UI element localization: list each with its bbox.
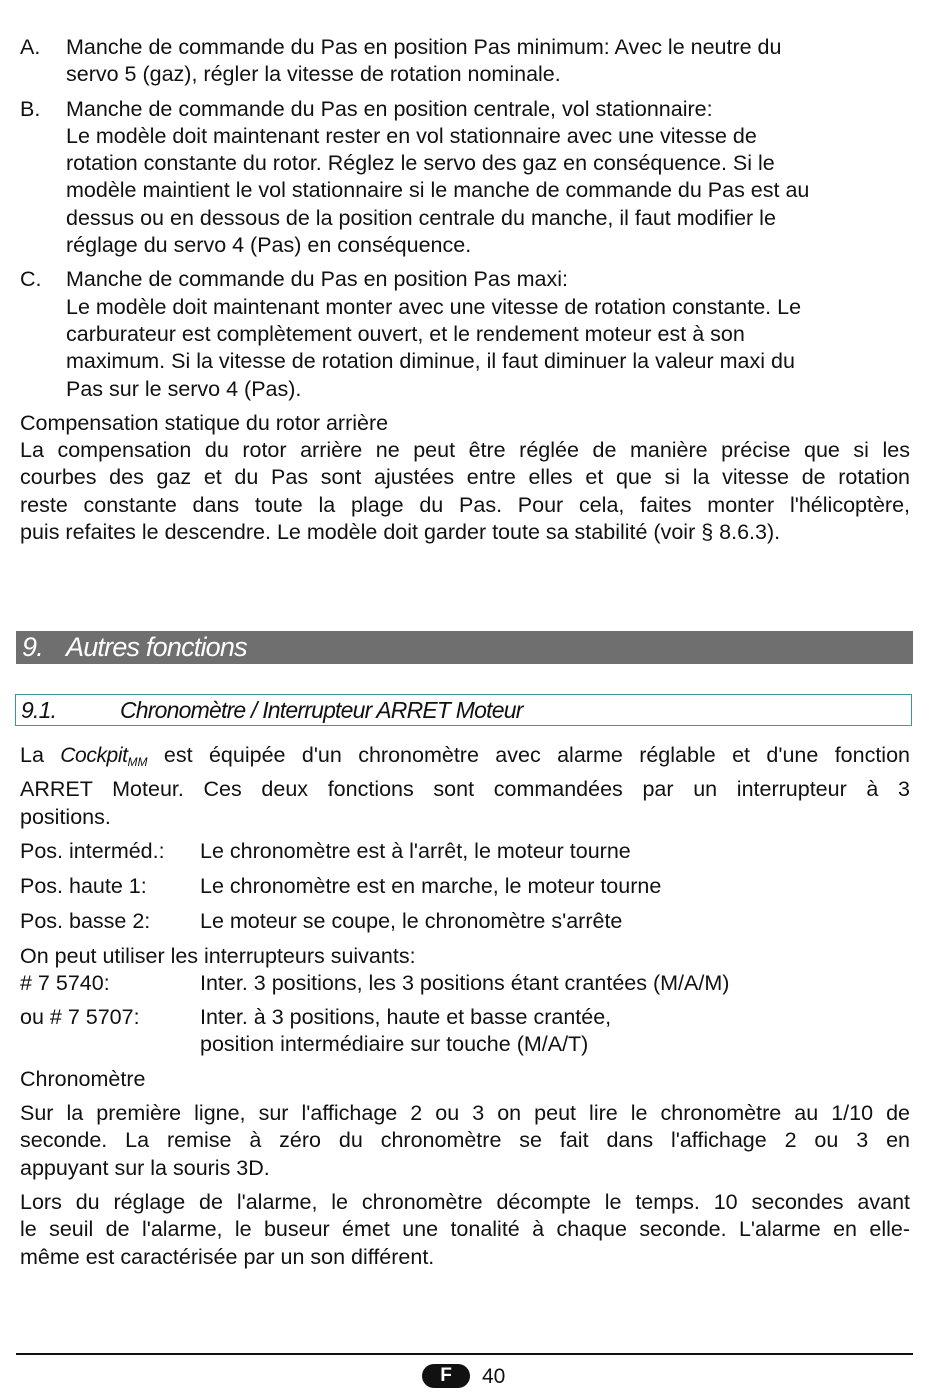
- text-line: servo 5 (gaz), régler la vitesse de rotation nominale.: [66, 62, 561, 87]
- text-line: Manche de commande du Pas en position Pas minimum: Avec le neutre du: [66, 35, 782, 59]
- text-line: La compensation du rotor arrière ne peut être réglée de manière précise que si les: [20, 438, 910, 463]
- text-line: Manche de commande du Pas en position centrale, vol stationnaire:: [66, 96, 713, 121]
- switch-text: [200, 1004, 611, 1059]
- compensation-paragraph: [20, 437, 910, 546]
- list-letter: C.: [20, 267, 42, 292]
- text-line: carburateur est complètement ouvert, et le rendement moteur est à son: [66, 321, 745, 346]
- subsection-heading-box: [15, 694, 912, 726]
- intro-prefix: La: [20, 743, 61, 767]
- text-line: Sur la première ligne, sur l'affichage 2 ou 3 on peut lire le chronomètre au 1/10 de: [20, 1101, 910, 1126]
- switch-text: Inter. 3 positions, les 3 positions étant crantées (M/A/M): [200, 970, 730, 995]
- position-label: Pos. haute 1:: [20, 873, 147, 898]
- text-line: appuyant sur la souris 3D.: [20, 1155, 270, 1180]
- chrono-paragraph-2: [20, 1189, 910, 1271]
- text-line: modèle maintient le vol stationnaire si le manche de commande du Pas est au: [66, 178, 810, 203]
- position-row: [20, 873, 910, 900]
- procedure-list: [20, 34, 910, 403]
- brand-name: Cockpit: [60, 744, 128, 767]
- switch-label: # 7 5740:: [20, 970, 110, 995]
- text-line: Le modèle doit maintenant monter avec une vitesse de rotation constante. Le: [66, 294, 802, 319]
- text-line: rotation constante du rotor. Réglez le servo des gaz en conséquence. Si le: [66, 151, 775, 176]
- list-item-text: [66, 266, 910, 402]
- page-footer: [0, 1362, 950, 1392]
- text-line: même est caractérisée par un son différent.: [20, 1244, 435, 1269]
- list-item-b: [20, 96, 910, 260]
- text-line: le seuil de l'alarme, le buseur émet une tonalité à chaque seconde. L'alarme en elle-: [20, 1217, 910, 1242]
- text-line: reste constante dans toute la plage du Pas. Pour cela, faites monter l'hélicoptère,: [20, 492, 910, 517]
- text-line: Inter. à 3 positions, haute et basse crantée,: [200, 1005, 612, 1030]
- text-line: positions.: [20, 804, 111, 829]
- upper-text-block: [20, 34, 910, 546]
- text-line: seconde. La remise à zéro du chronomètre se fait dans l'affichage 2 ou 3 en: [20, 1128, 910, 1153]
- intro-paragraph: [20, 742, 910, 831]
- position-label: Pos. basse 2:: [20, 908, 151, 933]
- position-text: Le moteur se coupe, le chronomètre s'arrête: [200, 908, 623, 933]
- chrono-paragraph-1: [20, 1100, 910, 1182]
- section-heading-bar: [16, 631, 913, 664]
- position-row: [20, 838, 910, 865]
- switches-intro: On peut utiliser les interrupteurs suivants:: [20, 943, 416, 968]
- text-line: Pas sur le servo 4 (Pas).: [66, 376, 302, 401]
- footer-divider: [16, 1353, 913, 1355]
- compensation-heading: Compensation statique du rotor arrière: [20, 410, 389, 435]
- text-line: courbes des gaz et du Pas sont ajustées entre elles et que si la vitesse de rotation: [20, 465, 910, 490]
- text-line: réglage du servo 4 (Pas) en conséquence.: [66, 233, 472, 258]
- text-line: Manche de commande du Pas en position Pas maxi:: [66, 267, 568, 292]
- brand-subscript: MM: [127, 755, 148, 769]
- list-item-text: [66, 34, 910, 89]
- section-number: 9.: [22, 632, 43, 662]
- position-label: Pos. interméd.:: [20, 838, 165, 863]
- text-line: ARRET Moteur. Ces deux fonctions sont commandées par un interrupteur à 3: [20, 777, 910, 802]
- position-row: [20, 908, 910, 935]
- list-item-c: [20, 266, 910, 402]
- lower-text-block: [20, 742, 910, 1278]
- switch-row: [20, 1004, 910, 1059]
- list-item-text: [66, 96, 910, 260]
- list-item-a: [20, 34, 910, 89]
- switch-row: [20, 970, 910, 997]
- text-line: puis refaites le descendre. Le modèle doit garder toute sa stabilité (voir § 8.6.3).: [20, 520, 781, 545]
- list-letter: B.: [20, 96, 41, 121]
- chrono-heading: Chronomètre: [20, 1066, 146, 1091]
- list-letter: A.: [20, 35, 41, 59]
- position-text: Le chronomètre est en marche, le moteur tourne: [200, 873, 662, 898]
- page-number: 40: [482, 1365, 506, 1388]
- position-text: Le chronomètre est à l'arrêt, le moteur tourne: [200, 838, 631, 863]
- text-line: dessus ou en dessous de la position centrale du manche, il faut modifier le: [66, 205, 776, 230]
- subsection-number: 9.1.: [21, 697, 57, 723]
- language-badge: F: [422, 1364, 470, 1388]
- text-line: maximum. Si la vitesse de rotation diminue, il faut diminuer la valeur maxi du: [66, 349, 795, 374]
- subsection-title: Chronomètre / Interrupteur ARRET Moteur: [120, 697, 523, 723]
- section-title: Autres fonctions: [66, 632, 247, 662]
- text-line: position intermédiaire sur touche (M/A/T): [200, 1032, 589, 1057]
- switch-label: ou # 7 5707:: [20, 1005, 140, 1030]
- text-line: [20, 742, 910, 776]
- intro-rest: est équipée d'un chronomètre avec alarme réglable et d'une fonction: [147, 743, 910, 767]
- text-line: Le modèle doit maintenant rester en vol stationnaire avec une vitesse de: [66, 123, 757, 148]
- text-line: Lors du réglage de l'alarme, le chronomètre décompte le temps. 10 secondes avant: [20, 1189, 910, 1214]
